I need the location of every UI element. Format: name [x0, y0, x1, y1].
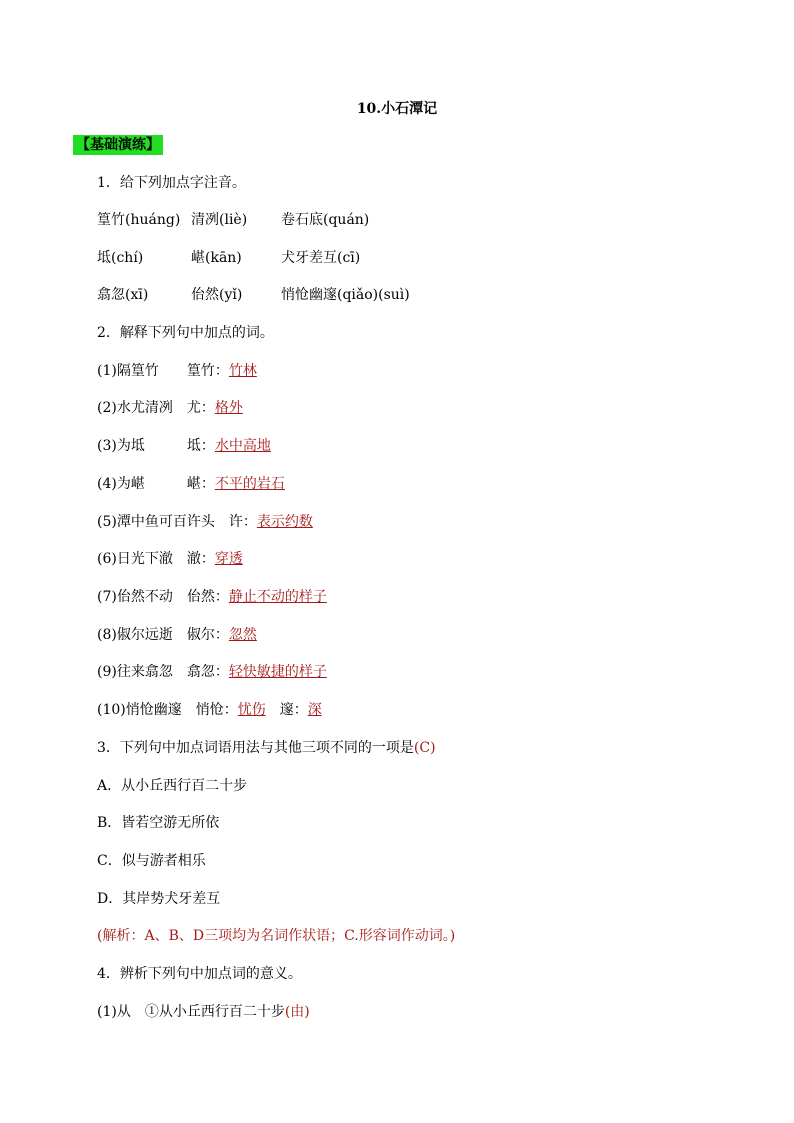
- q2-item: (9)往来翕忽 翕忽：轻快敏捷的样子: [97, 664, 327, 680]
- q2-item: (5)潭中鱼可百许头 许：表示约数: [97, 514, 313, 530]
- page-title: 10.小石潭记: [356, 101, 438, 117]
- q2-item: (1)隔篁竹 篁竹：竹林: [97, 363, 257, 379]
- answer-text: 轻快敏捷的样子: [228, 664, 327, 680]
- q2-item: (4)为嵁 嵁：不平的岩石: [97, 476, 285, 492]
- q3-stem: 3．下列句中加点词语用法与其他三项不同的一项是(C): [97, 740, 436, 756]
- q3-option-a: A．从小丘西行百二十步: [97, 778, 248, 794]
- q1-item: 卷石底(quán): [281, 212, 370, 228]
- q3-option-b: B．皆若空游无所依: [97, 815, 220, 831]
- q1-item: 悄怆幽邃(qiǎo)(suì): [281, 287, 410, 303]
- q1-row-1: [97, 210, 369, 230]
- answer-text: 表示约数: [256, 514, 313, 530]
- q2-stem: 2．解释下列句中加点的词。: [97, 325, 274, 341]
- q1-stem: 1．给下列加点字注音。: [97, 175, 246, 191]
- q1-item: 坻(chí): [97, 250, 144, 266]
- q4-item: (1)从 ①从小丘西行百二十步(由): [97, 1004, 310, 1020]
- section-badge: 【基础演练】: [73, 135, 163, 155]
- q4-stem: 4．辨析下列句中加点词的意义。: [97, 966, 302, 982]
- answer-text: 深: [307, 702, 322, 718]
- q1-item: 篁竹(huáng): [97, 212, 181, 228]
- q1-item: 翕忽(xī): [97, 287, 149, 303]
- answer-text: 不平的岩石: [214, 476, 285, 492]
- q2-item: (8)俶尔远逝 俶尔：忽然: [97, 627, 257, 643]
- q1-item: 犬牙差互(cī): [281, 250, 361, 266]
- q1-item: 佁然(yǐ): [191, 287, 243, 303]
- q3-option-d: D．其岸势犬牙差互: [97, 891, 221, 907]
- q3-option-c: C．似与游者相乐: [97, 853, 206, 869]
- q1-row-3: [97, 285, 410, 305]
- q1-item: 清冽(liè): [191, 212, 248, 228]
- answer-text: 穿透: [214, 551, 243, 567]
- answer-text: 水中高地: [214, 438, 271, 454]
- answer-text: (C): [413, 740, 436, 756]
- answer-text: 静止不动的样子: [228, 589, 327, 605]
- answer-text: 格外: [214, 400, 243, 416]
- answer-text: 忧伤: [237, 702, 266, 718]
- q2-item: (2)水尤清冽 尤：格外: [97, 400, 243, 416]
- q2-item: (6)日光下澈 澈：穿透: [97, 551, 243, 567]
- answer-text: 竹林: [228, 363, 257, 379]
- q2-item: (3)为坻 坻：水中高地: [97, 438, 271, 454]
- q1-item: 嵁(kān): [191, 250, 242, 266]
- q2-item: (10)悄怆幽邃 悄怆：忧伤 邃：深: [97, 702, 322, 718]
- q2-item: (7)佁然不动 佁然：静止不动的样子: [97, 589, 327, 605]
- q3-analysis: (解析：A、B、D三项均为名词作状语；C.形容词作动词。): [97, 928, 456, 944]
- answer-text: (由): [284, 1004, 310, 1020]
- answer-text: 忽然: [228, 627, 257, 643]
- q1-row-2: [97, 248, 360, 268]
